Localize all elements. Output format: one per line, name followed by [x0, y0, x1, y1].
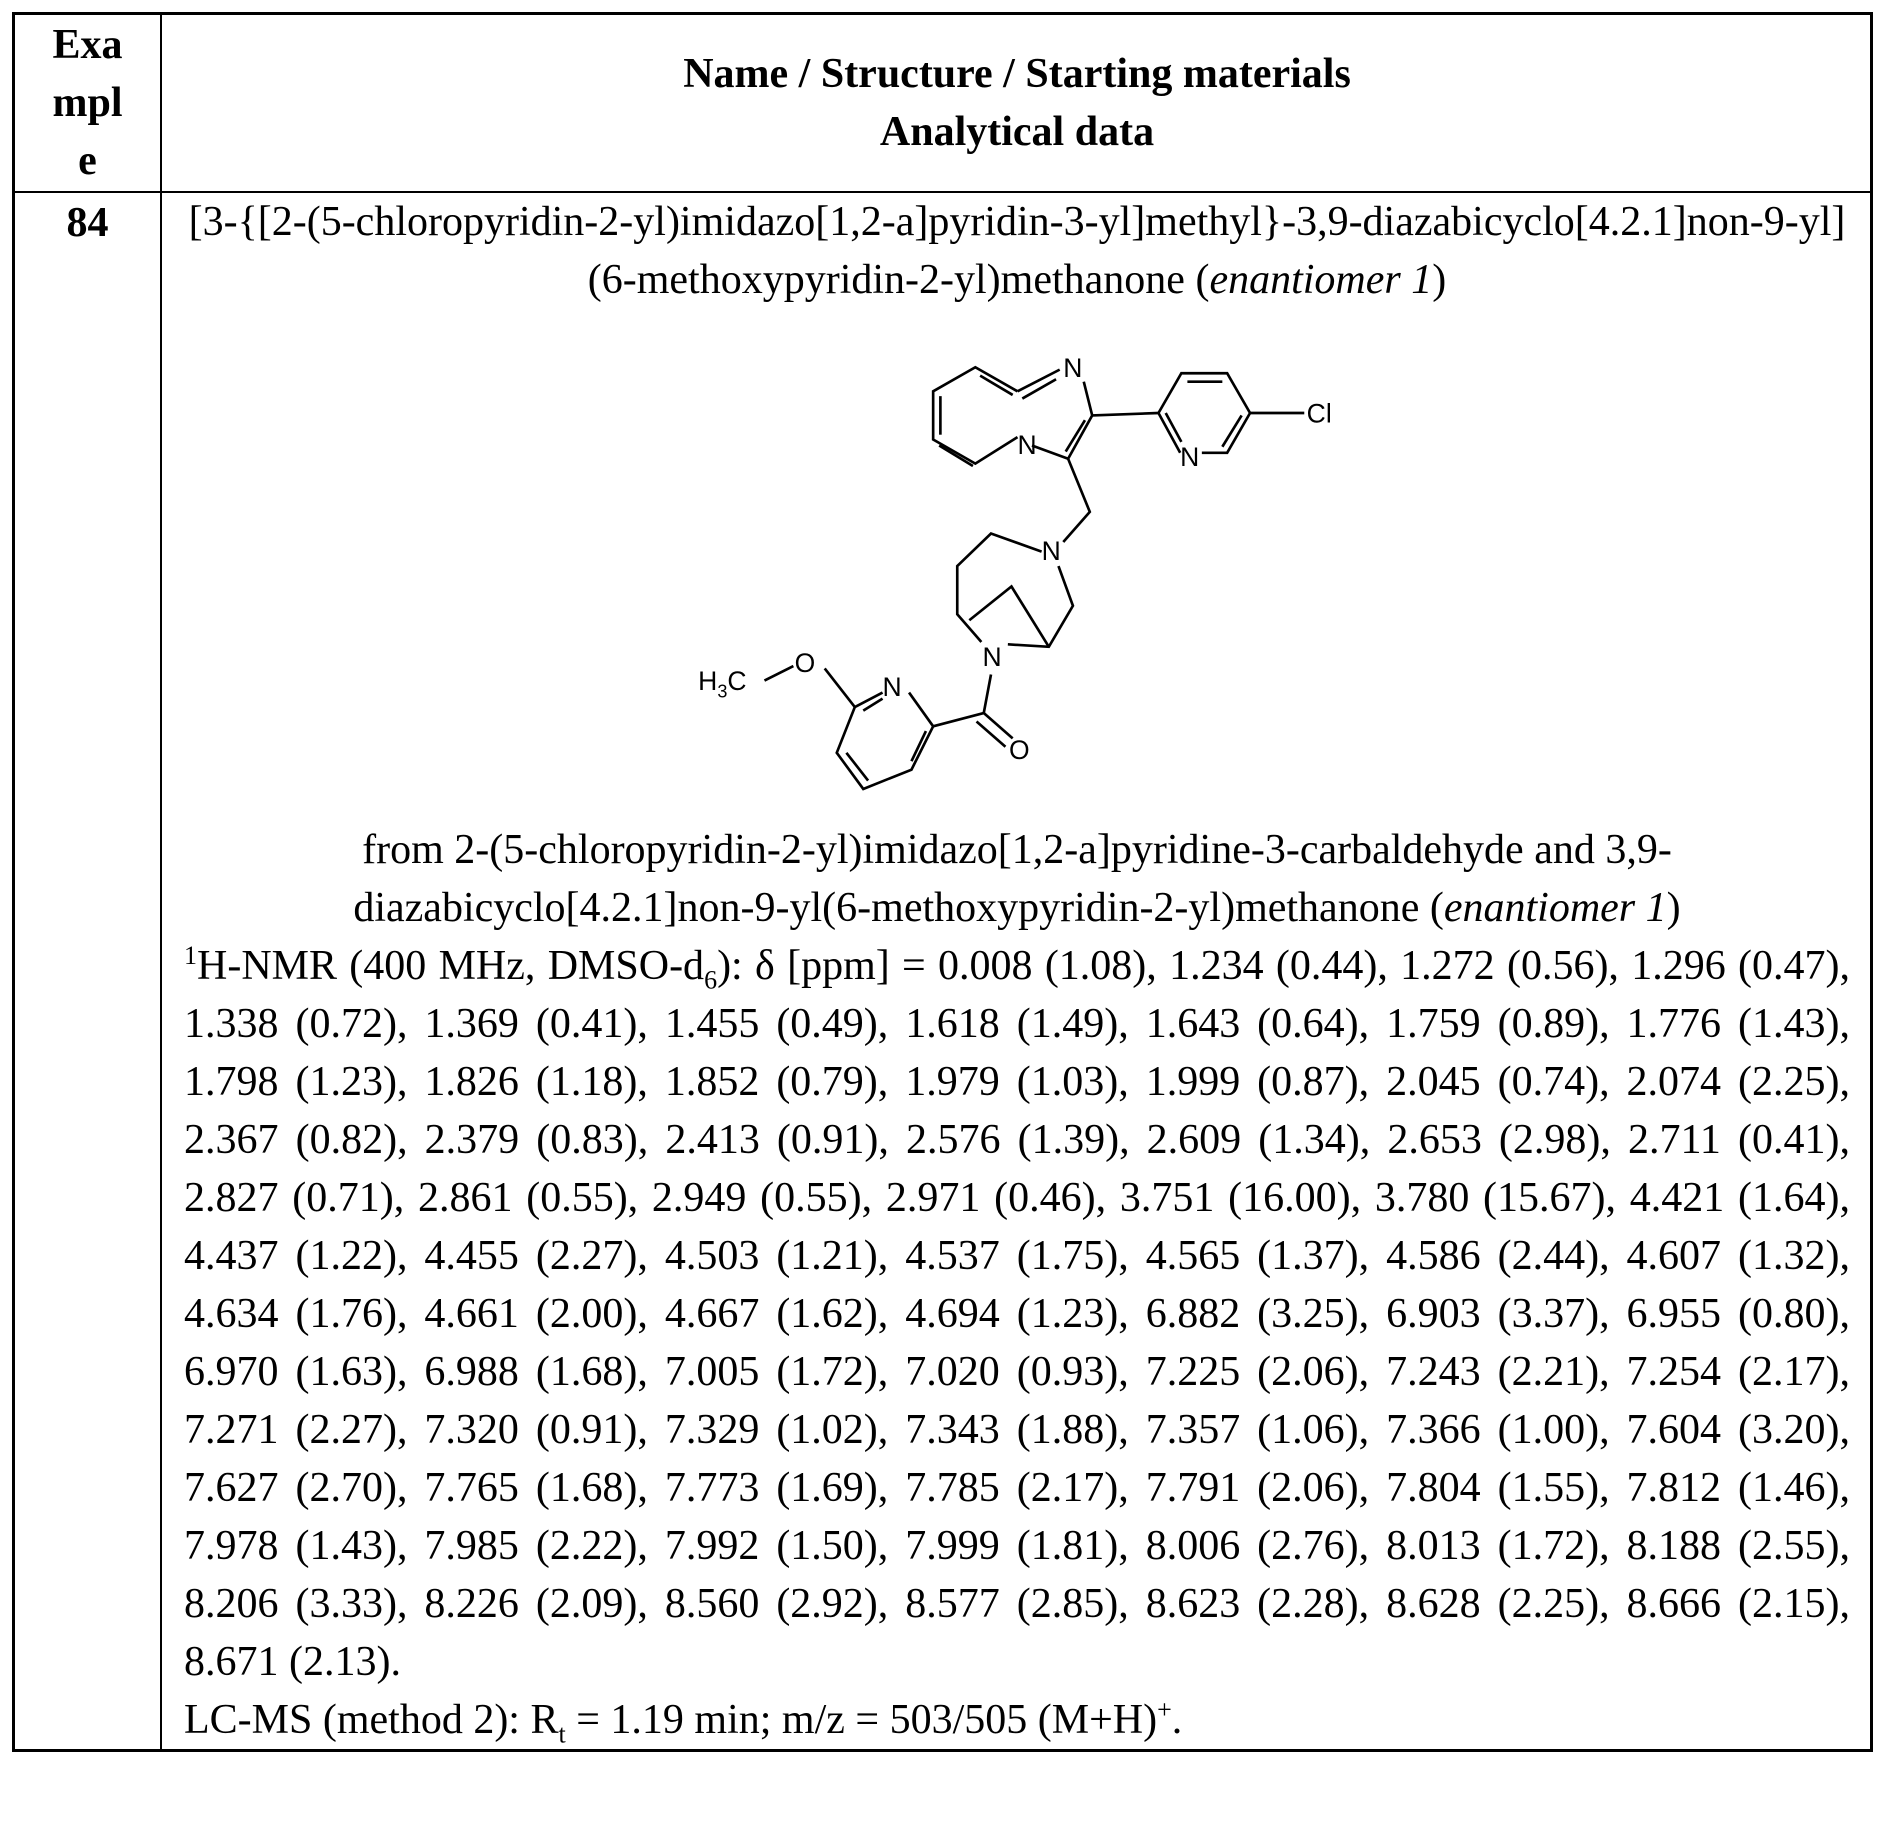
- methyl-label: [698, 666, 746, 701]
- header-example: [14, 14, 162, 193]
- c: C: [727, 666, 746, 696]
- lcms-data: [184, 1691, 1850, 1749]
- example-number: 84: [14, 192, 162, 1751]
- header-line-1: Name / Structure / Starting materials: [184, 45, 1850, 103]
- header-row: [14, 14, 1872, 193]
- atom-cl: Cl: [1306, 399, 1331, 429]
- atom-n: N: [1063, 353, 1082, 383]
- nmr-sub: 6: [704, 965, 717, 994]
- atom-n: N: [982, 642, 1001, 672]
- name-qualifier: enantiomer 1: [1209, 257, 1432, 303]
- sub: 3: [717, 681, 727, 701]
- from-qualifier: enantiomer 1: [1444, 885, 1667, 931]
- atom-o: O: [1009, 735, 1030, 765]
- lcms-end: .: [1172, 1697, 1183, 1743]
- h: H: [698, 666, 717, 696]
- nmr-data: [184, 937, 1850, 1691]
- atom-n: N: [1041, 536, 1060, 566]
- nmr-sup: 1: [184, 941, 197, 970]
- example-content: [161, 192, 1872, 1751]
- chemical-structure: [680, 313, 1355, 801]
- lcms-mid: = 1.19 min; m/z = 503/505 (M+H): [566, 1697, 1157, 1743]
- example-table: [12, 12, 1873, 1752]
- table-row: [14, 192, 1872, 1751]
- nmr-prefix: H-NMR (400 MHz, DMSO-d: [197, 943, 704, 989]
- atom-n: N: [1017, 430, 1036, 460]
- atom-n: N: [1180, 442, 1199, 472]
- compound-name: [3-{[2-(5-chloropyridin-2-yl)imidazo[1,2-a]pyridin-3-yl]methyl}-3,9-diazabicyclo[4.2.1]non-9-yl](6-methoxypyridin-2-yl)methanone (enantiomer 1): [184, 193, 1850, 309]
- atom-labels: [698, 353, 1332, 765]
- header-example-line: mpl: [16, 74, 159, 132]
- starting-materials: from 2-(5-chloropyridin-2-yl)imidazo[1,2-a]pyridine-3-carbaldehyde and 3,9-diazabicyclo[4.2.1]non-9-yl(6-methoxypyridin-2-yl)methanone (enantiomer 1): [184, 821, 1850, 937]
- lcms-sup: +: [1157, 1695, 1172, 1724]
- compound-name-text: [3-{[2-(5-chloropyridin-2-yl)imidazo[1,2-a]pyridin-3-yl]methyl}-3,9-diazabicyclo[4.2.1]non-9-yl](6-methoxypyridin-2-yl)methanone: [189, 199, 1846, 303]
- starting-materials-text: from 2-(5-chloropyridin-2-yl)imidazo[1,2-a]pyridine-3-carbaldehyde and 3,9-diazabicyclo[4.2.1]non-9-yl(6-methoxypyridin-2-yl)methanone: [353, 827, 1671, 931]
- header-example-line: e: [16, 132, 159, 190]
- atom-o: O: [794, 648, 815, 678]
- lcms-sub: t: [559, 1719, 566, 1748]
- atom-n: N: [882, 672, 901, 702]
- header-line-2: Analytical data: [184, 103, 1850, 161]
- header-example-line: Exa: [16, 16, 159, 74]
- nmr-body: ): δ [ppm] = 0.008 (1.08), 1.234 (0.44), 1.272 (0.56), 1.296 (0.47), 1.338 (0.72), 1.369 (0.41), 1.455 (0.49), 1.618 (1.49), 1.643 (0.64), 1.759 (0.89), 1.776 (1.43), 1.798 (1.23), 1.826 (1.18), 1.852 (0.79), 1.979 (1.03), 1.999 (0.87), 2.045 (0.74), 2.074 (2.25), 2.367 (0.82), 2.379 (0.83), 2.413 (0.91), 2.576 (1.39), 2.609 (1.34), 2.653 (2.98), 2.711 (0.41), 2.827 (0.71), 2.861 (0.55), 2.949 (0.55), 2.971 (0.46), 3.751 (16.00), 3.780 (15.67), 4.421 (1.64), 4.437 (1.22), 4.455 (2.27), 4.503 (1.21), 4.537 (1.75), 4.565 (1.37), 4.586 (2.44), 4.607 (1.32), 4.634 (1.76), 4.661 (2.00), 4.667 (1.62), 4.694 (1.23), 6.882 (3.25), 6.903 (3.37), 6.955 (0.80), 6.970 (1.63), 6.988 (1.68), 7.005 (1.72), 7.020 (0.93), 7.225 (2.06), 7.243 (2.21), 7.254 (2.17), 7.271 (2.27), 7.320 (0.91), 7.329 (1.02), 7.343 (1.88), 7.357 (1.06), 7.366 (1.00), 7.604 (3.20), 7.627 (2.70), 7.765 (1.68), 7.773 (1.69), 7.785 (2.17), 7.791 (2.06), 7.804 (1.55), 7.812 (1.46), 7.978 (1.43), 7.985 (2.22), 7.992 (1.50), 7.999 (1.81), 8.006 (2.76), 8.013 (1.72), 8.188 (2.55), 8.206 (3.33), 8.226 (2.09), 8.560 (2.92), 8.577 (2.85), 8.623 (2.28), 8.628 (2.25), 8.666 (2.15), 8.671 (2.13).: [184, 943, 1850, 1685]
- header-name-structure: [161, 14, 1872, 193]
- lcms-prefix: LC-MS (method 2): R: [184, 1697, 559, 1743]
